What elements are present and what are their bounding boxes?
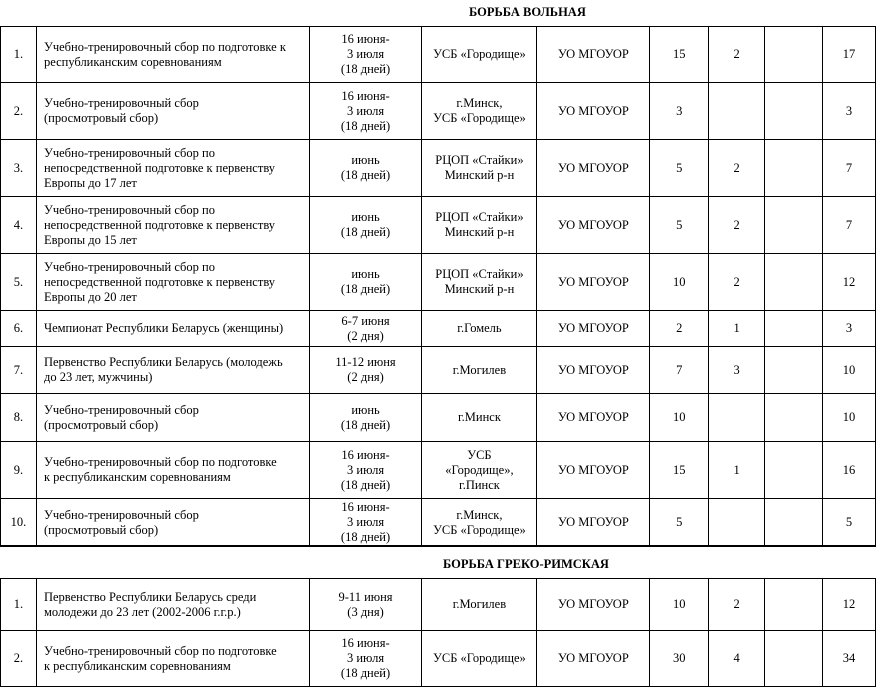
event-dates: 16 июня- 3 июля (18 дней) <box>309 631 422 687</box>
event-name: Первенство Республики Беларусь (молодежь до 23 лет, мужчины) <box>36 347 309 394</box>
event-place: РЦОП «Стайки» Минский р-н <box>422 197 537 254</box>
coaches-count: 1 <box>709 311 765 347</box>
organizer: УО МГОУОР <box>537 347 650 394</box>
event-place: г.Гомель <box>422 311 537 347</box>
other-count <box>765 27 823 83</box>
table-row <box>1 442 876 499</box>
event-dates: 16 июня- 3 июля (18 дней) <box>309 27 422 83</box>
athletes-count: 5 <box>650 499 709 547</box>
athletes-count: 10 <box>650 394 709 442</box>
event-place: г.Минск, УСБ «Городище» <box>422 499 537 547</box>
event-dates: 11-12 июня (2 дня) <box>309 347 422 394</box>
organizer: УО МГОУОР <box>537 394 650 442</box>
athletes-count: 30 <box>650 631 709 687</box>
event-place: УСБ «Городище» <box>422 631 537 687</box>
coaches-count <box>709 394 765 442</box>
event-dates: июнь (18 дней) <box>309 197 422 254</box>
event-dates: июнь (18 дней) <box>309 394 422 442</box>
event-place: г.Могилев <box>422 347 537 394</box>
organizer: УО МГОУОР <box>537 442 650 499</box>
total-count: 7 <box>823 140 876 197</box>
section-heading-greco-roman <box>0 552 876 576</box>
row-number: 5. <box>1 254 37 311</box>
organizer: УО МГОУОР <box>537 499 650 547</box>
total-count: 17 <box>823 27 876 83</box>
athletes-count: 3 <box>650 83 709 140</box>
total-count: 34 <box>822 631 875 687</box>
event-name: Учебно-тренировочный сбор (просмотровый сбор) <box>36 83 309 140</box>
coaches-count: 2 <box>709 254 765 311</box>
event-name: Учебно-тренировочный сбор (просмотровый сбор) <box>36 394 309 442</box>
coaches-count: 2 <box>709 27 765 83</box>
athletes-count: 7 <box>650 347 709 394</box>
event-place: г.Минск <box>422 394 537 442</box>
event-dates: 16 июня- 3 июля (18 дней) <box>309 83 422 140</box>
other-count <box>765 254 823 311</box>
table-row <box>1 394 876 442</box>
row-number: 9. <box>1 442 37 499</box>
row-number: 1. <box>1 27 37 83</box>
event-name: Учебно-тренировочный сбор по подготовке к республиканским соревнованиям <box>36 442 309 499</box>
table-row <box>1 83 876 140</box>
organizer: УО МГОУОР <box>537 254 650 311</box>
row-number: 2. <box>1 83 37 140</box>
athletes-count: 10 <box>650 579 709 631</box>
table-row <box>1 311 876 347</box>
event-dates: 16 июня- 3 июля (18 дней) <box>309 442 422 499</box>
event-name: Учебно-тренировочный сбор по непосредственной подготовке к первенству Европы до 15 лет <box>36 197 309 254</box>
table-row <box>1 197 876 254</box>
other-count <box>765 631 823 687</box>
event-dates: 6-7 июня (2 дня) <box>309 311 422 347</box>
other-count <box>765 197 823 254</box>
table-row <box>1 254 876 311</box>
total-count: 3 <box>823 311 876 347</box>
total-count: 12 <box>822 579 875 631</box>
other-count <box>765 311 823 347</box>
athletes-count: 15 <box>650 27 709 83</box>
row-number: 10. <box>1 499 37 547</box>
athletes-count: 5 <box>650 197 709 254</box>
other-count <box>765 579 823 631</box>
athletes-count: 2 <box>650 311 709 347</box>
event-place: УСБ «Городище» <box>422 27 537 83</box>
freestyle-wrestling-table <box>0 26 876 547</box>
coaches-count: 2 <box>709 579 765 631</box>
table-row <box>1 140 876 197</box>
event-name: Учебно-тренировочный сбор по непосредственной подготовке к первенству Европы до 17 лет <box>36 140 309 197</box>
coaches-count: 4 <box>709 631 765 687</box>
other-count <box>765 140 823 197</box>
row-number: 7. <box>1 347 37 394</box>
event-name: Первенство Республики Беларусь среди молодежи до 23 лет (2002-2006 г.г.р.) <box>36 579 309 631</box>
athletes-count: 5 <box>650 140 709 197</box>
event-name: Учебно-тренировочный сбор по подготовке к республиканским соревнованиям <box>36 27 309 83</box>
row-number: 8. <box>1 394 37 442</box>
total-count: 3 <box>823 83 876 140</box>
event-place: г.Минск, УСБ «Городище» <box>422 83 537 140</box>
other-count <box>765 499 823 547</box>
athletes-count: 15 <box>650 442 709 499</box>
coaches-count: 1 <box>709 442 765 499</box>
event-dates: июнь (18 дней) <box>309 140 422 197</box>
coaches-count <box>709 83 765 140</box>
athletes-count: 10 <box>650 254 709 311</box>
table-row <box>1 347 876 394</box>
organizer: УО МГОУОР <box>537 27 650 83</box>
row-number: 1. <box>1 579 37 631</box>
table-row <box>1 579 876 631</box>
coaches-count <box>709 499 765 547</box>
table-row <box>1 27 876 83</box>
event-name: Учебно-тренировочный сбор по подготовке к республиканским соревнованиям <box>36 631 309 687</box>
organizer: УО МГОУОР <box>537 311 650 347</box>
event-name: Учебно-тренировочный сбор по непосредственной подготовке к первенству Европы до 20 лет <box>36 254 309 311</box>
coaches-count: 3 <box>709 347 765 394</box>
table-row <box>1 631 876 687</box>
row-number: 3. <box>1 140 37 197</box>
coaches-count: 2 <box>709 140 765 197</box>
event-name: Чемпионат Республики Беларусь (женщины) <box>36 311 309 347</box>
event-name: Учебно-тренировочный сбор (просмотровый сбор) <box>36 499 309 547</box>
total-count: 7 <box>823 197 876 254</box>
section-heading-freestyle <box>0 0 876 24</box>
event-place: УСБ «Городище», г.Пинск <box>422 442 537 499</box>
other-count <box>765 347 823 394</box>
row-number: 4. <box>1 197 37 254</box>
other-count <box>765 442 823 499</box>
organizer: УО МГОУОР <box>537 197 650 254</box>
event-dates: июнь (18 дней) <box>309 254 422 311</box>
total-count: 16 <box>823 442 876 499</box>
row-number: 6. <box>1 311 37 347</box>
organizer: УО МГОУОР <box>537 579 650 631</box>
other-count <box>765 83 823 140</box>
other-count <box>765 394 823 442</box>
total-count: 5 <box>823 499 876 547</box>
greco-roman-wrestling-table <box>0 578 876 687</box>
event-dates: 9-11 июня (3 дня) <box>309 579 422 631</box>
section-title: БОРЬБА ГРЕКО-РИМСКАЯ <box>443 557 609 571</box>
table-row <box>1 499 876 547</box>
event-place: г.Могилев <box>422 579 537 631</box>
coaches-count: 2 <box>709 197 765 254</box>
organizer: УО МГОУОР <box>537 83 650 140</box>
row-number: 2. <box>1 631 37 687</box>
total-count: 12 <box>823 254 876 311</box>
section-divider <box>0 545 876 546</box>
organizer: УО МГОУОР <box>537 631 650 687</box>
event-place: РЦОП «Стайки» Минский р-н <box>422 254 537 311</box>
event-dates: 16 июня- 3 июля (18 дней) <box>309 499 422 547</box>
total-count: 10 <box>823 347 876 394</box>
organizer: УО МГОУОР <box>537 140 650 197</box>
total-count: 10 <box>823 394 876 442</box>
event-place: РЦОП «Стайки» Минский р-н <box>422 140 537 197</box>
section-title: БОРЬБА ВОЛЬНАЯ <box>469 5 586 19</box>
